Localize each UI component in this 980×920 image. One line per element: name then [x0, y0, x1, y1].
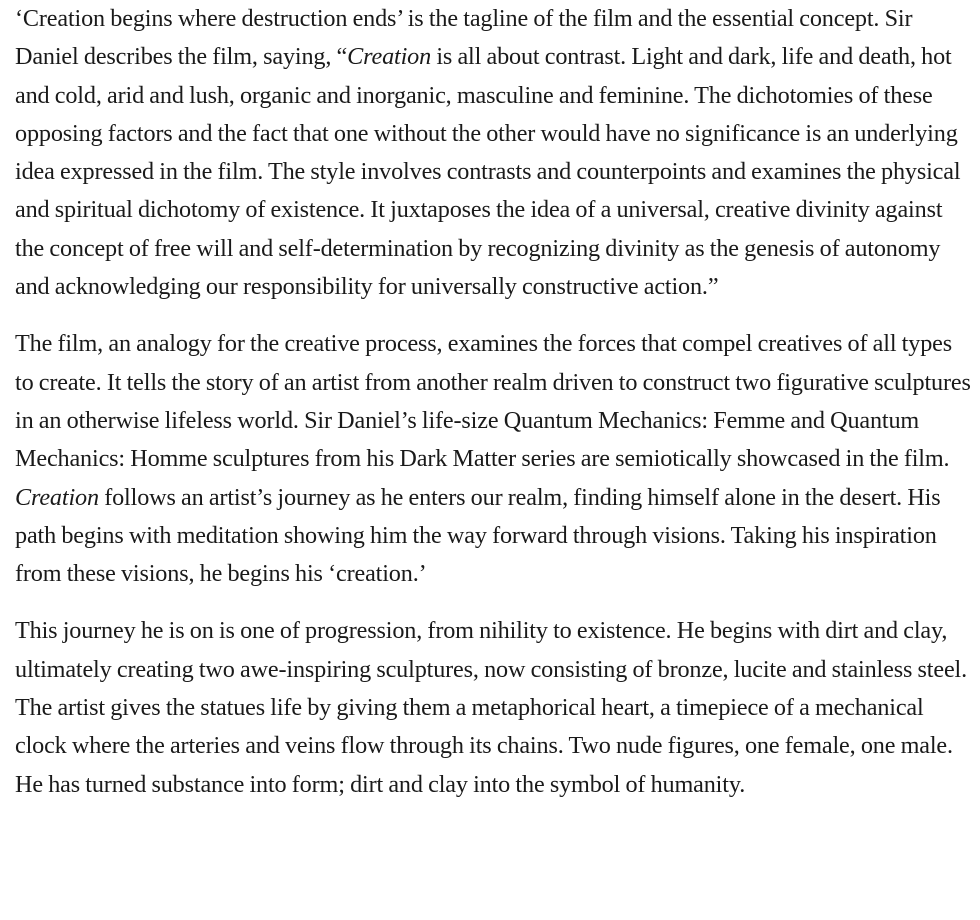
- paragraph-1: [15, 0, 974, 306]
- paragraph-1-text-cont: is all about contrast. Light and dark, life and death, hot and cold, arid and lush, organic and inorganic, masculine and feminine. The dichotomies of these opposing factors and the fact that one without the other would have no significance is an underlying idea expressed in the film. The style involves contrasts and counterpoints and examines the physical and spiritual dichotomy of existence. It juxtaposes the idea of a universal, creative divinity against the concept of free will and self-determination by recognizing divinity as the genesis of autonomy and acknowledging our responsibility for universally constructive action.”: [15, 43, 961, 301]
- film-title-italic: Creation: [15, 483, 99, 511]
- paragraph-2-text-cont: follows an artist’s journey as he enters our realm, finding himself alone in the desert. His path begins with meditation showing him the way forward through visions. Taking his inspiration from these visions, he begins his ‘creation.’: [15, 483, 941, 588]
- paragraph-3: [15, 612, 974, 803]
- film-title-italic: Creation: [347, 43, 432, 71]
- paragraph-3-text: This journey he is on is one of progression, from nihility to existence. He begins with dirt and clay, ultimately creating two awe-inspiring sculptures, now consisting of bronze, lucite and stainless steel. The artist gives the statues life by giving them a metaphorical heart, a timepiece of a mechanical clock where the arteries and veins flow through its chains. Two nude figures, one female, one male. He has turned substance into form; dirt and clay into the symbol of humanity.: [15, 617, 968, 798]
- paragraph-2: [15, 325, 974, 593]
- paragraph-2-text: The film, an analogy for the creative process, examines the forces that compel creatives of all types to create. It tells the story of an artist from another realm driven to construct two figurative sculptures in an otherwise lifeless world. Sir Daniel’s life-size Quantum Mechanics: Femme and Quantum Mechanics: Homme sculptures from his Dark Matter series are semiotically showcased in the film.: [15, 330, 971, 473]
- paragraph-1-text: ‘Creation begins where destruction ends’ is the tagline of the film and the essential concept. Sir Daniel describes the film, saying, “: [15, 5, 913, 71]
